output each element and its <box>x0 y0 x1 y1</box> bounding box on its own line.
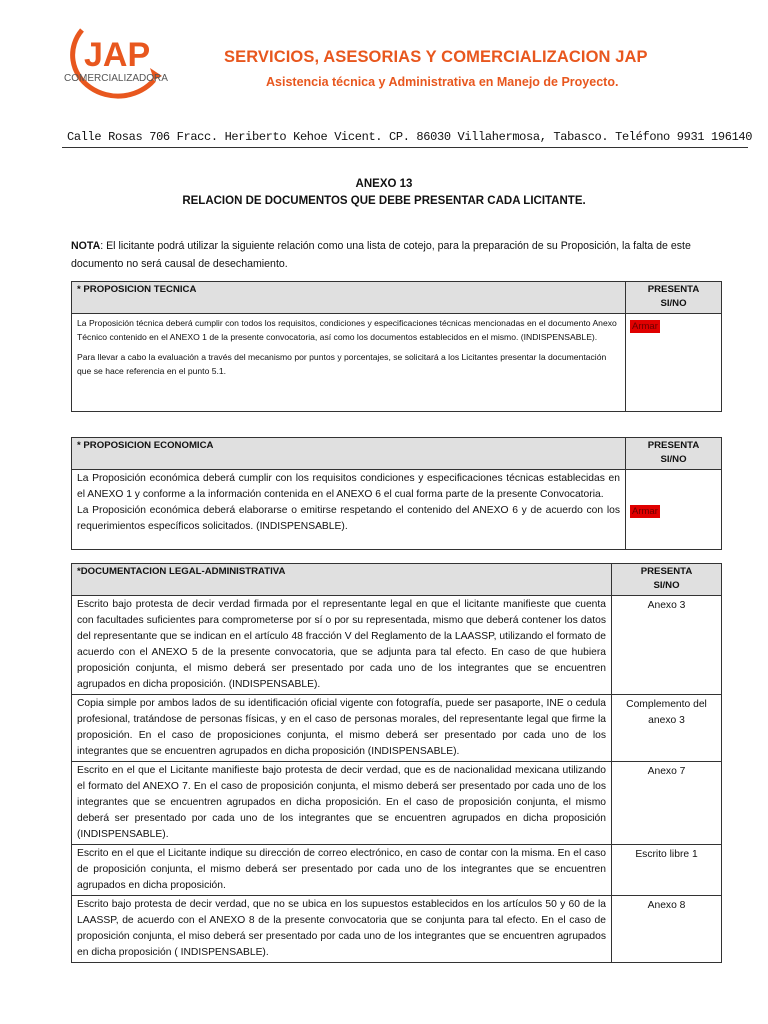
tecnica-header-row <box>72 282 722 314</box>
legal-row-status: Anexo 8 <box>612 896 722 963</box>
table-row <box>72 762 722 845</box>
legal-row-status: Anexo 7 <box>612 762 722 845</box>
anexo-title: ANEXO 13 <box>355 178 413 190</box>
economica-table <box>71 437 722 550</box>
table-row <box>72 314 722 412</box>
company-logo <box>62 20 170 110</box>
legal-header: *DOCUMENTACION LEGAL-ADMINISTRATIVA <box>72 564 612 596</box>
company-title: SERVICIOS, ASESORIAS Y COMERCIALIZACION JAP <box>224 48 648 66</box>
economica-status-cell <box>626 470 722 550</box>
tecnica-paragraph-1: La Proposición técnica deberá cumplir con todos los requisitos, condiciones y especificaciones técnicas mencionadas en el documento Anexo Técnico contenido en el ANEXO 1 de la presente convocatoria, así como los documentos establecidos en el mismo. (INDISPENSABLE). <box>77 318 617 342</box>
presenta-label: PRESENTA <box>647 440 700 451</box>
legal-row-text: Escrito bajo protesta de decir verdad firmada por el representante legal en que el licitante manifieste que cuenta con facultades suficientes para comprometerse por sí o por su representada, mismo que deberá contener los datos del representante que se indican en el artículo 48 fracción V del Reglamento de la LAASSP, utilizando el formato de acuerdo con el ANEXO 5 de la presente convocatoria, que se adjunta para tal efecto. En caso de que hubiera proposición conjunta, el mismo deberá ser presentado por cada uno de los integrantes que se encuentren agrupados en dicha proposición. (INDISPENSABLE). <box>72 596 612 695</box>
tecnica-status-cell <box>626 314 722 412</box>
nota-label: NOTA <box>71 240 101 252</box>
table-row <box>72 470 722 550</box>
legal-row-status: Complemento del anexo 3 <box>612 695 722 762</box>
company-address: Calle Rosas 706 Fracc. Heriberto Kehoe Vicent. CP. 86030 Villahermosa, Tabasco. Teléfono 9931 196140 <box>67 130 753 144</box>
legal-table <box>71 563 722 963</box>
tecnica-description <box>72 314 626 412</box>
logo-text: JAP <box>84 36 151 74</box>
status-badge: Armar <box>632 321 658 332</box>
tecnica-header: * PROPOSICION TECNICA <box>72 282 626 314</box>
economica-header: * PROPOSICION ECONOMICA <box>72 438 626 470</box>
header-divider <box>62 147 748 148</box>
table-row <box>72 596 722 695</box>
presenta-label: PRESENTA <box>640 566 693 577</box>
tecnica-presenta-header <box>626 282 722 314</box>
document-heading: RELACION DE DOCUMENTOS QUE DEBE PRESENTAR CADA LICITANTE. <box>182 195 586 207</box>
company-subtitle: Asistencia técnica y Administrativa en Manejo de Proyecto. <box>266 75 619 89</box>
legal-header-row <box>72 564 722 596</box>
tecnica-table <box>71 281 722 412</box>
nota-text: : El licitante podrá utilizar la siguiente relación como una lista de cotejo, para la preparación de su Proposición, la falta de este documento no será causal de desechamiento. <box>71 240 691 270</box>
presenta-label: PRESENTA <box>647 284 700 295</box>
si-no-label: SI/NO <box>653 580 680 591</box>
economica-presenta-header <box>626 438 722 470</box>
legal-row-text: Escrito en el que el Licitante indique su dirección de correo electrónico, en caso de contar con la misma. En el caso de proposición conjunta, el mismo deberá ser presentado por cada uno de los integrantes que se encuentren agrupados en dicha proposición. <box>72 845 612 896</box>
legal-row-text: Copia simple por ambos lados de su identificación oficial vigente con fotografía, puede ser pasaporte, INE o cedula profesional, tratándose de personas físicas, y en el caso de personas morales, del representante legal que firme la proposición. En el caso de proposiciones conjunta, el mismo deberá ser presentado por cada uno de los integrantes que se encuentren agrupados en dicha proposición (INDISPENSABLE). <box>72 695 612 762</box>
legal-presenta-header <box>612 564 722 596</box>
economica-paragraph-1: La Proposición económica deberá cumplir con los requisitos condiciones y especificaciones técnicas establecidas en el ANEXO 1 y conforme a la información contenida en el ANEXO 6 el cual forma parte de la presente Convocatoria. <box>77 473 620 500</box>
economica-paragraph-2: La Proposición económica deberá elaborarse o emitirse respetando el contenido del ANEXO 6 y de acuerdo con los requerimientos específicos solicitados. (INDISPENSABLE). <box>77 505 620 532</box>
tecnica-paragraph-2: Para llevar a cabo la evaluación a través del mecanismo por puntos y porcentajes, se solicitará a los Licitantes presentar la documentación que se hace referencia en el punto 5.1. <box>77 352 607 376</box>
legal-row-text: Escrito bajo protesta de decir verdad, que no se ubica en los supuestos establecidos en los artículos 50 y 60 de la LAASSP, de acuerdo con el ANEXO 8 de la presente convocatoria que se conjunta para tal efecto. En el caso de proposición conjunta, el miso deberá ser presentado por cada uno de los integrantes que se encuentren agrupados en dicha proposición ( INDISPENSABLE). <box>72 896 612 963</box>
legal-row-status: Escrito libre 1 <box>612 845 722 896</box>
legal-row-status: Anexo 3 <box>612 596 722 695</box>
economica-description <box>72 470 626 550</box>
si-no-label: SI/NO <box>660 454 687 465</box>
si-no-label: SI/NO <box>660 298 687 309</box>
table-row <box>72 695 722 762</box>
nota-paragraph <box>71 237 721 273</box>
table-row <box>72 896 722 963</box>
status-badge: Armar <box>632 505 658 517</box>
logo-subtext: COMERCIALIZADORA <box>64 73 168 84</box>
economica-header-row <box>72 438 722 470</box>
legal-row-text: Escrito en el que el Licitante manifieste bajo protesta de decir verdad, que es de nacionalidad mexicana utilizando el formato del ANEXO 7. En el caso de proposición conjunta, el mismo deberá ser presentado por cada uno de los integrantes que se encuentren agrupados en dicha proposición. En el caso de proposición conjunta, el mismo deberá ser presentado por cada uno de los integrantes que se encuentren agrupados en dicha proposición (INDISPENSABLE). <box>72 762 612 845</box>
table-row <box>72 845 722 896</box>
